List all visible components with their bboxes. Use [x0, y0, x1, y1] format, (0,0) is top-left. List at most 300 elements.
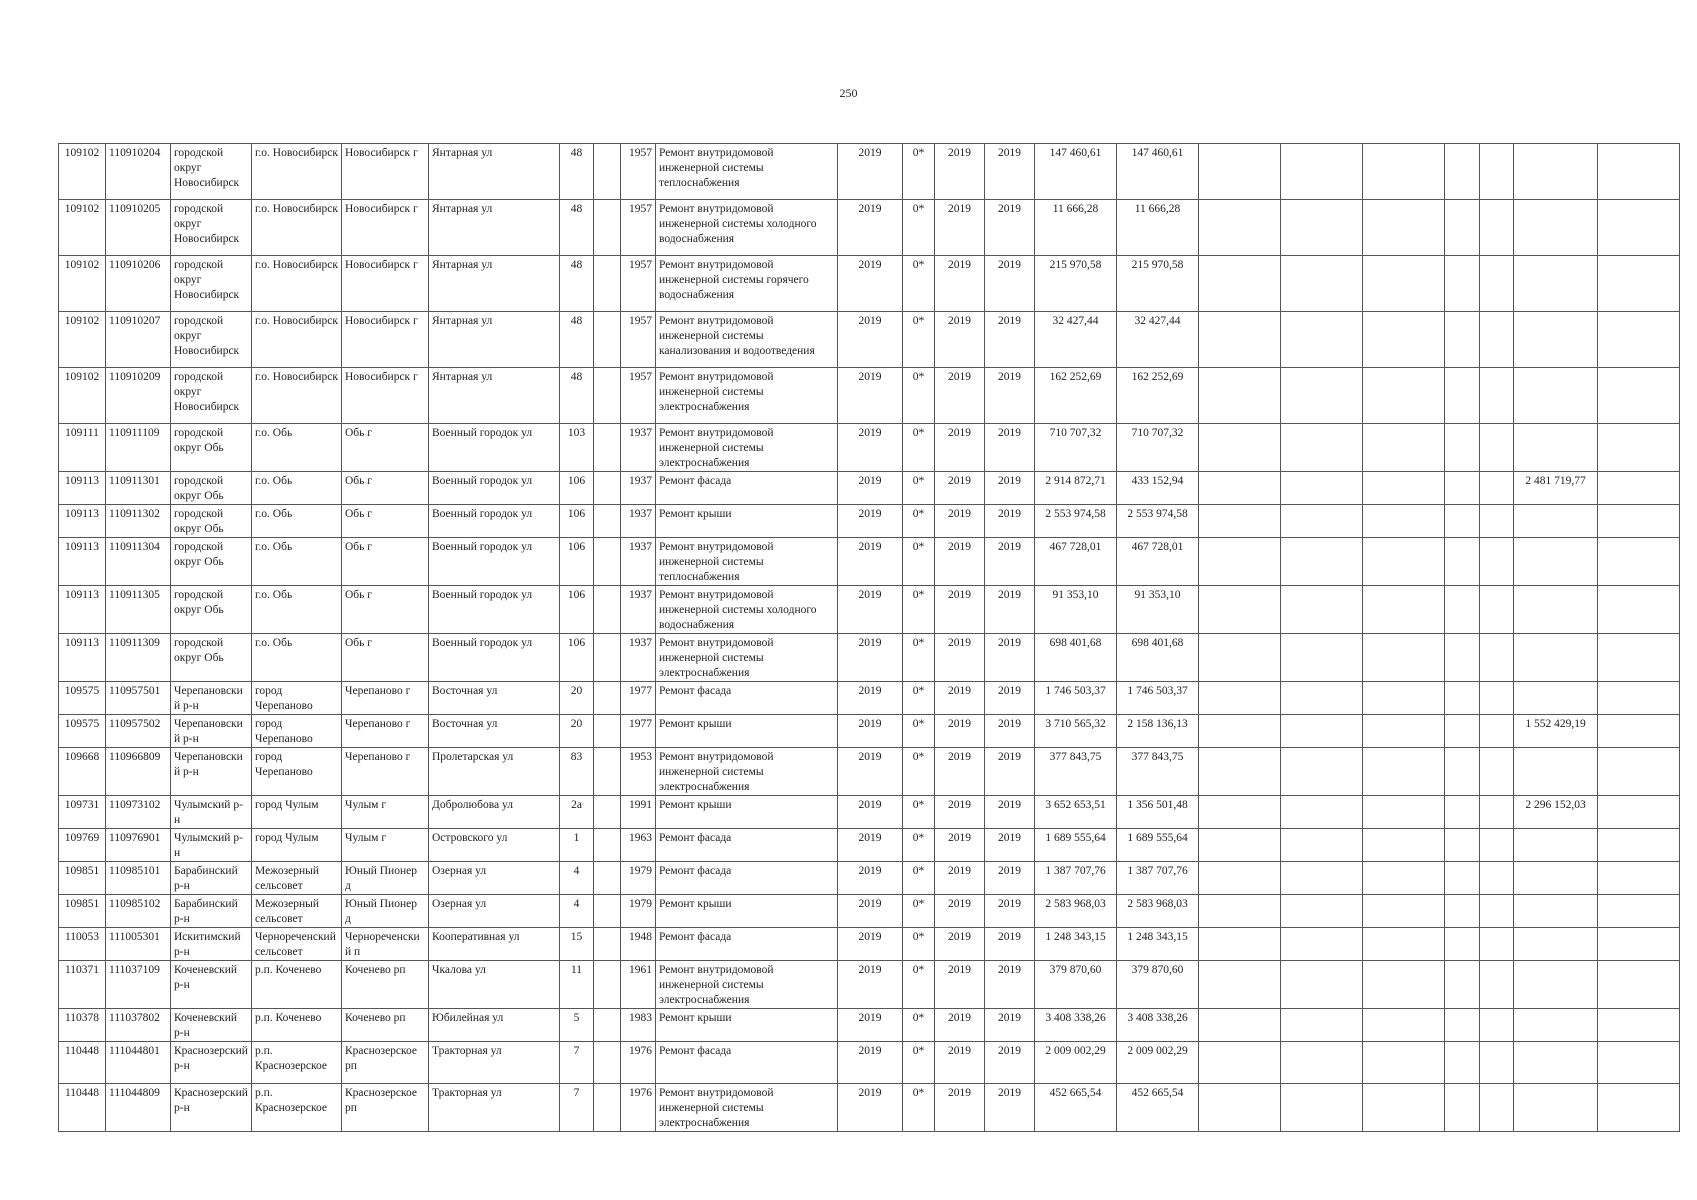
- locality-cell: Чулым г: [342, 796, 429, 829]
- extra-cost-cell: [1363, 928, 1445, 961]
- flag-cell: 0*: [903, 144, 935, 200]
- street-cell: Добролюбова ул: [429, 796, 560, 829]
- house-number-cell: 48: [560, 312, 594, 368]
- extra-cost-cell: [1281, 538, 1363, 586]
- other-source-cost-cell: [1514, 1042, 1598, 1084]
- start-year-cell: 2019: [935, 634, 985, 682]
- street-cell: Военный городок ул: [429, 424, 560, 472]
- flag-cell: 0*: [903, 895, 935, 928]
- start-year-cell: 2019: [935, 538, 985, 586]
- object-code-cell: 110911305: [106, 586, 171, 634]
- extra-cost-cell: [1199, 748, 1281, 796]
- fund-cost-cell: 3 408 338,26: [1117, 1009, 1199, 1042]
- flag-cell: 0*: [903, 424, 935, 472]
- plan-year-cell: 2019: [838, 200, 903, 256]
- fund-cost-cell: 11 666,28: [1117, 200, 1199, 256]
- extra-cost-cell: [1598, 538, 1680, 586]
- extra-cost-cell: [1363, 748, 1445, 796]
- extra-cost-cell: [1199, 144, 1281, 200]
- extra-cost-cell: [1480, 200, 1514, 256]
- build-year-cell: 1957: [621, 200, 656, 256]
- row-id-cell: 109102: [59, 256, 106, 312]
- table-body: [59, 144, 1680, 1132]
- start-year-cell: 2019: [935, 256, 985, 312]
- extra-cost-cell: [1598, 1084, 1680, 1132]
- extra-cost-cell: [1598, 368, 1680, 424]
- work-type-cell: Ремонт фасада: [656, 682, 838, 715]
- district-cell: городской округ Обь: [171, 472, 252, 505]
- row-id-cell: 109668: [59, 748, 106, 796]
- row-id-cell: 109575: [59, 715, 106, 748]
- total-cost-cell: 1 689 555,64: [1035, 829, 1117, 862]
- extra-cost-cell: [1598, 424, 1680, 472]
- object-code-cell: 111037109: [106, 961, 171, 1009]
- extra-cost-cell: [1281, 505, 1363, 538]
- start-year-cell: 2019: [935, 862, 985, 895]
- extra-cost-cell: [1445, 682, 1480, 715]
- locality-cell: Новосибирск г: [342, 368, 429, 424]
- row-id-cell: 109731: [59, 796, 106, 829]
- building-cell: [594, 928, 621, 961]
- extra-cost-cell: [1445, 829, 1480, 862]
- municipality-cell: город Черепаново: [252, 682, 342, 715]
- street-cell: Чкалова ул: [429, 961, 560, 1009]
- extra-cost-cell: [1480, 829, 1514, 862]
- row-id-cell: 110448: [59, 1042, 106, 1084]
- end-year-cell: 2019: [985, 634, 1035, 682]
- plan-year-cell: 2019: [838, 144, 903, 200]
- object-code-cell: 110911309: [106, 634, 171, 682]
- locality-cell: Обь г: [342, 586, 429, 634]
- flag-cell: 0*: [903, 829, 935, 862]
- table-row: [59, 312, 1680, 368]
- end-year-cell: 2019: [985, 312, 1035, 368]
- other-source-cost-cell: [1514, 368, 1598, 424]
- district-cell: Барабинский р-н: [171, 895, 252, 928]
- flag-cell: 0*: [903, 1042, 935, 1084]
- extra-cost-cell: [1445, 634, 1480, 682]
- work-type-cell: Ремонт фасада: [656, 472, 838, 505]
- plan-year-cell: 2019: [838, 1042, 903, 1084]
- street-cell: Янтарная ул: [429, 368, 560, 424]
- other-source-cost-cell: 2 296 152,03: [1514, 796, 1598, 829]
- start-year-cell: 2019: [935, 682, 985, 715]
- flag-cell: 0*: [903, 682, 935, 715]
- locality-cell: Обь г: [342, 505, 429, 538]
- start-year-cell: 2019: [935, 1084, 985, 1132]
- work-type-cell: Ремонт крыши: [656, 796, 838, 829]
- work-type-cell: Ремонт внутридомовой инженерной системы электроснабжения: [656, 961, 838, 1009]
- total-cost-cell: 3 408 338,26: [1035, 1009, 1117, 1042]
- extra-cost-cell: [1199, 715, 1281, 748]
- end-year-cell: 2019: [985, 1042, 1035, 1084]
- build-year-cell: 1983: [621, 1009, 656, 1042]
- extra-cost-cell: [1281, 796, 1363, 829]
- house-number-cell: 15: [560, 928, 594, 961]
- build-year-cell: 1977: [621, 715, 656, 748]
- start-year-cell: 2019: [935, 748, 985, 796]
- building-cell: [594, 538, 621, 586]
- total-cost-cell: 2 009 002,29: [1035, 1042, 1117, 1084]
- municipality-cell: г.о. Новосибирск: [252, 256, 342, 312]
- start-year-cell: 2019: [935, 368, 985, 424]
- table-row: [59, 424, 1680, 472]
- building-cell: [594, 505, 621, 538]
- flag-cell: 0*: [903, 312, 935, 368]
- table-row: [59, 928, 1680, 961]
- repair-register-table: [58, 143, 1680, 1132]
- build-year-cell: 1937: [621, 586, 656, 634]
- extra-cost-cell: [1598, 505, 1680, 538]
- extra-cost-cell: [1281, 200, 1363, 256]
- other-source-cost-cell: [1514, 862, 1598, 895]
- extra-cost-cell: [1281, 368, 1363, 424]
- house-number-cell: 20: [560, 715, 594, 748]
- fund-cost-cell: 433 152,94: [1117, 472, 1199, 505]
- fund-cost-cell: 91 353,10: [1117, 586, 1199, 634]
- extra-cost-cell: [1480, 312, 1514, 368]
- fund-cost-cell: 2 158 136,13: [1117, 715, 1199, 748]
- fund-cost-cell: 1 356 501,48: [1117, 796, 1199, 829]
- table-row: [59, 862, 1680, 895]
- municipality-cell: Межозерный сельсовет: [252, 895, 342, 928]
- extra-cost-cell: [1598, 634, 1680, 682]
- end-year-cell: 2019: [985, 895, 1035, 928]
- extra-cost-cell: [1199, 829, 1281, 862]
- table-row: [59, 1042, 1680, 1084]
- build-year-cell: 1979: [621, 895, 656, 928]
- object-code-cell: 110910206: [106, 256, 171, 312]
- row-id-cell: 109102: [59, 368, 106, 424]
- district-cell: Черепановский р-н: [171, 682, 252, 715]
- locality-cell: Новосибирск г: [342, 200, 429, 256]
- house-number-cell: 7: [560, 1084, 594, 1132]
- build-year-cell: 1953: [621, 748, 656, 796]
- row-id-cell: 109102: [59, 200, 106, 256]
- other-source-cost-cell: [1514, 748, 1598, 796]
- object-code-cell: 110966809: [106, 748, 171, 796]
- street-cell: Островского ул: [429, 829, 560, 862]
- flag-cell: 0*: [903, 748, 935, 796]
- fund-cost-cell: 698 401,68: [1117, 634, 1199, 682]
- locality-cell: Краснозерское рп: [342, 1042, 429, 1084]
- municipality-cell: г.о. Обь: [252, 424, 342, 472]
- locality-cell: Чернореченский п: [342, 928, 429, 961]
- extra-cost-cell: [1445, 144, 1480, 200]
- total-cost-cell: 710 707,32: [1035, 424, 1117, 472]
- extra-cost-cell: [1281, 1009, 1363, 1042]
- extra-cost-cell: [1199, 961, 1281, 1009]
- extra-cost-cell: [1480, 715, 1514, 748]
- end-year-cell: 2019: [985, 715, 1035, 748]
- build-year-cell: 1979: [621, 862, 656, 895]
- building-cell: [594, 634, 621, 682]
- plan-year-cell: 2019: [838, 796, 903, 829]
- object-code-cell: 110957502: [106, 715, 171, 748]
- flag-cell: 0*: [903, 200, 935, 256]
- locality-cell: Черепаново г: [342, 715, 429, 748]
- extra-cost-cell: [1480, 505, 1514, 538]
- district-cell: городской округ Обь: [171, 505, 252, 538]
- street-cell: Озерная ул: [429, 895, 560, 928]
- district-cell: Коченевский р-н: [171, 961, 252, 1009]
- extra-cost-cell: [1281, 748, 1363, 796]
- build-year-cell: 1977: [621, 682, 656, 715]
- object-code-cell: 110911301: [106, 472, 171, 505]
- fund-cost-cell: 1 746 503,37: [1117, 682, 1199, 715]
- extra-cost-cell: [1281, 829, 1363, 862]
- extra-cost-cell: [1199, 796, 1281, 829]
- locality-cell: Обь г: [342, 424, 429, 472]
- total-cost-cell: 2 583 968,03: [1035, 895, 1117, 928]
- build-year-cell: 1937: [621, 424, 656, 472]
- build-year-cell: 1937: [621, 505, 656, 538]
- other-source-cost-cell: 1 552 429,19: [1514, 715, 1598, 748]
- extra-cost-cell: [1363, 715, 1445, 748]
- municipality-cell: г.о. Обь: [252, 505, 342, 538]
- municipality-cell: город Чулым: [252, 829, 342, 862]
- total-cost-cell: 3 652 653,51: [1035, 796, 1117, 829]
- other-source-cost-cell: [1514, 895, 1598, 928]
- building-cell: [594, 895, 621, 928]
- flag-cell: 0*: [903, 586, 935, 634]
- extra-cost-cell: [1363, 424, 1445, 472]
- row-id-cell: 109113: [59, 538, 106, 586]
- total-cost-cell: 215 970,58: [1035, 256, 1117, 312]
- street-cell: Янтарная ул: [429, 312, 560, 368]
- extra-cost-cell: [1445, 424, 1480, 472]
- start-year-cell: 2019: [935, 796, 985, 829]
- plan-year-cell: 2019: [838, 256, 903, 312]
- extra-cost-cell: [1445, 368, 1480, 424]
- build-year-cell: 1937: [621, 634, 656, 682]
- build-year-cell: 1961: [621, 961, 656, 1009]
- extra-cost-cell: [1480, 1042, 1514, 1084]
- table-row: [59, 505, 1680, 538]
- extra-cost-cell: [1199, 505, 1281, 538]
- start-year-cell: 2019: [935, 715, 985, 748]
- work-type-cell: Ремонт фасада: [656, 862, 838, 895]
- street-cell: Кооперативная ул: [429, 928, 560, 961]
- extra-cost-cell: [1199, 586, 1281, 634]
- locality-cell: Новосибирск г: [342, 256, 429, 312]
- fund-cost-cell: 2 583 968,03: [1117, 895, 1199, 928]
- work-type-cell: Ремонт внутридомовой инженерной системы холодного водоснабжения: [656, 586, 838, 634]
- extra-cost-cell: [1281, 472, 1363, 505]
- building-cell: [594, 1042, 621, 1084]
- district-cell: Краснозерский р-н: [171, 1084, 252, 1132]
- building-cell: [594, 144, 621, 200]
- extra-cost-cell: [1363, 538, 1445, 586]
- building-cell: [594, 715, 621, 748]
- locality-cell: Юный Пионер д: [342, 895, 429, 928]
- street-cell: Пролетарская ул: [429, 748, 560, 796]
- plan-year-cell: 2019: [838, 424, 903, 472]
- build-year-cell: 1937: [621, 538, 656, 586]
- extra-cost-cell: [1199, 472, 1281, 505]
- municipality-cell: Чернореченский сельсовет: [252, 928, 342, 961]
- extra-cost-cell: [1199, 1042, 1281, 1084]
- fund-cost-cell: 1 387 707,76: [1117, 862, 1199, 895]
- extra-cost-cell: [1281, 1042, 1363, 1084]
- extra-cost-cell: [1445, 1084, 1480, 1132]
- house-number-cell: 7: [560, 1042, 594, 1084]
- district-cell: городской округ Новосибирск: [171, 144, 252, 200]
- extra-cost-cell: [1363, 961, 1445, 1009]
- extra-cost-cell: [1199, 895, 1281, 928]
- start-year-cell: 2019: [935, 200, 985, 256]
- start-year-cell: 2019: [935, 895, 985, 928]
- row-id-cell: 109111: [59, 424, 106, 472]
- building-cell: [594, 424, 621, 472]
- build-year-cell: 1976: [621, 1084, 656, 1132]
- municipality-cell: г.о. Новосибирск: [252, 368, 342, 424]
- extra-cost-cell: [1445, 200, 1480, 256]
- extra-cost-cell: [1199, 862, 1281, 895]
- house-number-cell: 11: [560, 961, 594, 1009]
- total-cost-cell: 698 401,68: [1035, 634, 1117, 682]
- municipality-cell: Межозерный сельсовет: [252, 862, 342, 895]
- build-year-cell: 1957: [621, 256, 656, 312]
- house-number-cell: 4: [560, 895, 594, 928]
- building-cell: [594, 472, 621, 505]
- fund-cost-cell: 2 553 974,58: [1117, 505, 1199, 538]
- total-cost-cell: 1 387 707,76: [1035, 862, 1117, 895]
- end-year-cell: 2019: [985, 505, 1035, 538]
- extra-cost-cell: [1199, 538, 1281, 586]
- table-row: [59, 682, 1680, 715]
- extra-cost-cell: [1445, 538, 1480, 586]
- flag-cell: 0*: [903, 1009, 935, 1042]
- work-type-cell: Ремонт фасада: [656, 829, 838, 862]
- extra-cost-cell: [1363, 829, 1445, 862]
- table-row: [59, 796, 1680, 829]
- table-row: [59, 368, 1680, 424]
- extra-cost-cell: [1281, 928, 1363, 961]
- work-type-cell: Ремонт крыши: [656, 715, 838, 748]
- end-year-cell: 2019: [985, 144, 1035, 200]
- total-cost-cell: 1 746 503,37: [1035, 682, 1117, 715]
- district-cell: Черепановский р-н: [171, 748, 252, 796]
- locality-cell: Коченево рп: [342, 1009, 429, 1042]
- extra-cost-cell: [1598, 682, 1680, 715]
- plan-year-cell: 2019: [838, 505, 903, 538]
- extra-cost-cell: [1363, 256, 1445, 312]
- extra-cost-cell: [1363, 862, 1445, 895]
- work-type-cell: Ремонт внутридомовой инженерной системы горячего водоснабжения: [656, 256, 838, 312]
- extra-cost-cell: [1363, 586, 1445, 634]
- total-cost-cell: 377 843,75: [1035, 748, 1117, 796]
- extra-cost-cell: [1445, 796, 1480, 829]
- end-year-cell: 2019: [985, 538, 1035, 586]
- district-cell: городской округ Обь: [171, 634, 252, 682]
- total-cost-cell: 452 665,54: [1035, 1084, 1117, 1132]
- end-year-cell: 2019: [985, 586, 1035, 634]
- extra-cost-cell: [1363, 682, 1445, 715]
- flag-cell: 0*: [903, 368, 935, 424]
- locality-cell: Чулым г: [342, 829, 429, 862]
- street-cell: Тракторная ул: [429, 1084, 560, 1132]
- house-number-cell: 48: [560, 256, 594, 312]
- street-cell: Янтарная ул: [429, 200, 560, 256]
- extra-cost-cell: [1445, 862, 1480, 895]
- other-source-cost-cell: [1514, 634, 1598, 682]
- other-source-cost-cell: [1514, 586, 1598, 634]
- street-cell: Военный городок ул: [429, 505, 560, 538]
- locality-cell: Новосибирск г: [342, 312, 429, 368]
- district-cell: Искитимский р-н: [171, 928, 252, 961]
- table-row: [59, 715, 1680, 748]
- work-type-cell: Ремонт фасада: [656, 928, 838, 961]
- district-cell: городской округ Новосибирск: [171, 368, 252, 424]
- table-row: [59, 961, 1680, 1009]
- municipality-cell: р.п. Краснозерское: [252, 1084, 342, 1132]
- fund-cost-cell: 1 248 343,15: [1117, 928, 1199, 961]
- municipality-cell: г.о. Новосибирск: [252, 144, 342, 200]
- end-year-cell: 2019: [985, 796, 1035, 829]
- house-number-cell: 48: [560, 200, 594, 256]
- plan-year-cell: 2019: [838, 368, 903, 424]
- district-cell: Краснозерский р-н: [171, 1042, 252, 1084]
- flag-cell: 0*: [903, 796, 935, 829]
- house-number-cell: 1: [560, 829, 594, 862]
- work-type-cell: Ремонт крыши: [656, 1009, 838, 1042]
- work-type-cell: Ремонт фасада: [656, 1042, 838, 1084]
- row-id-cell: 110378: [59, 1009, 106, 1042]
- row-id-cell: 110448: [59, 1084, 106, 1132]
- extra-cost-cell: [1598, 256, 1680, 312]
- house-number-cell: 103: [560, 424, 594, 472]
- work-type-cell: Ремонт внутридомовой инженерной системы электроснабжения: [656, 1084, 838, 1132]
- work-type-cell: Ремонт внутридомовой инженерной системы электроснабжения: [656, 748, 838, 796]
- object-code-cell: 110911304: [106, 538, 171, 586]
- total-cost-cell: 379 870,60: [1035, 961, 1117, 1009]
- fund-cost-cell: 147 460,61: [1117, 144, 1199, 200]
- other-source-cost-cell: [1514, 538, 1598, 586]
- extra-cost-cell: [1598, 862, 1680, 895]
- building-cell: [594, 682, 621, 715]
- building-cell: [594, 829, 621, 862]
- total-cost-cell: 91 353,10: [1035, 586, 1117, 634]
- municipality-cell: г.о. Обь: [252, 538, 342, 586]
- total-cost-cell: 467 728,01: [1035, 538, 1117, 586]
- other-source-cost-cell: [1514, 682, 1598, 715]
- municipality-cell: р.п. Коченево: [252, 1009, 342, 1042]
- building-cell: [594, 862, 621, 895]
- table-row: [59, 1084, 1680, 1132]
- plan-year-cell: 2019: [838, 748, 903, 796]
- start-year-cell: 2019: [935, 505, 985, 538]
- municipality-cell: г.о. Новосибирск: [252, 200, 342, 256]
- extra-cost-cell: [1281, 586, 1363, 634]
- other-source-cost-cell: [1514, 144, 1598, 200]
- building-cell: [594, 1084, 621, 1132]
- build-year-cell: 1957: [621, 312, 656, 368]
- extra-cost-cell: [1281, 682, 1363, 715]
- municipality-cell: г.о. Обь: [252, 472, 342, 505]
- build-year-cell: 1948: [621, 928, 656, 961]
- extra-cost-cell: [1480, 895, 1514, 928]
- end-year-cell: 2019: [985, 368, 1035, 424]
- building-cell: [594, 368, 621, 424]
- municipality-cell: город Черепаново: [252, 715, 342, 748]
- flag-cell: 0*: [903, 862, 935, 895]
- start-year-cell: 2019: [935, 829, 985, 862]
- extra-cost-cell: [1598, 312, 1680, 368]
- object-code-cell: 110911109: [106, 424, 171, 472]
- total-cost-cell: 32 427,44: [1035, 312, 1117, 368]
- house-number-cell: 48: [560, 144, 594, 200]
